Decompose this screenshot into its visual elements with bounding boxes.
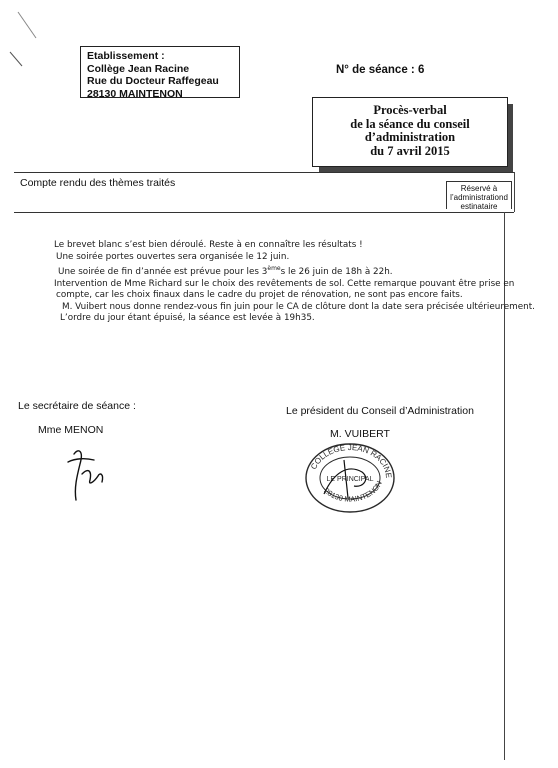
reserved-line-2: l’administrationd	[450, 193, 508, 202]
body-line: L’ordre du jour étant épuisé, la séance est levée à 19h35.	[60, 313, 315, 324]
seance-number: N° de séance : 6	[336, 64, 425, 76]
body-line: M. Vuibert nous donne rendez-vous fin juin pour le CA de clôture dont la date sera précisée ultérieurement.	[62, 301, 535, 312]
body-line: Une soirée portes ouvertes sera organisée le 12 juin.	[56, 251, 290, 262]
section-label: Compte rendu des thèmes traités	[20, 177, 176, 189]
pv-line-4: du 7 avril 2015	[370, 143, 450, 158]
reserved-line-3: estinataire	[460, 202, 498, 211]
establishment-street: Rue du Docteur Raffegeau	[87, 75, 219, 87]
reserved-box	[446, 181, 512, 209]
svg-text:28130 MAINTENON	[322, 479, 383, 503]
pv-line-2: de la séance du conseil	[350, 116, 470, 131]
margin-rule-top	[514, 172, 515, 212]
establishment-box	[80, 46, 240, 98]
school-stamp	[304, 442, 396, 514]
president-label: Le président du Conseil d’Administration	[286, 405, 474, 417]
svg-text:COLLÈGE JEAN RACINE	[309, 443, 393, 479]
secretary-name: Mme MENON	[38, 424, 104, 436]
establishment-label: Etablissement :	[87, 50, 165, 62]
president-name: M. VUIBERT	[330, 428, 390, 440]
stamp-top-text: COLLÈGE JEAN RACINE	[309, 442, 394, 479]
secretary-signature	[60, 440, 110, 504]
scan-corner-mark	[8, 8, 38, 68]
body-line: Intervention de Mme Richard sur le choix des revêtements de sol. Cette remarque pouvant être prise en	[54, 278, 515, 289]
stamp-center-text: LE PRINCIPAL	[326, 476, 374, 483]
body-line: Le brevet blanc s’est bien déroulé. Reste à en connaître les résultats !	[54, 240, 363, 250]
reserved-line-1: Réservé à	[460, 184, 498, 193]
proces-verbal-title-box	[312, 97, 508, 167]
section-header-bar	[14, 172, 514, 213]
pv-line-3: d’administration	[364, 130, 456, 144]
secretary-label: Le secrétaire de séance :	[18, 400, 136, 412]
minutes-body	[54, 240, 535, 325]
body-line: Une soirée de fin d’année est prévue pour les 3èmes le 26 juin de 18h à 22h.	[58, 265, 393, 278]
pv-line-1: Procès-verbal	[373, 103, 447, 117]
stamp-bottom-text: 28130 MAINTENON	[322, 479, 384, 504]
body-line: compte, car les choix finaux dans le cadre du projet de rénovation, ne sont pas encore faits.	[56, 290, 463, 301]
establishment-name: Collège Jean Racine	[87, 62, 190, 75]
margin-rule	[504, 212, 505, 760]
establishment-city: 28130 MAINTENON	[87, 87, 183, 100]
